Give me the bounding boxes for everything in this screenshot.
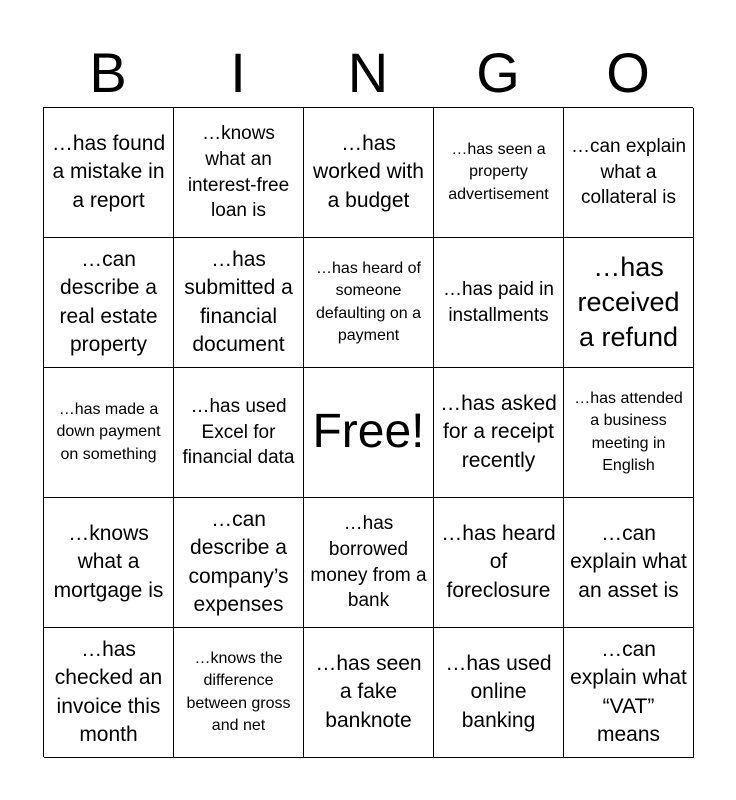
bingo-cell[interactable] (174, 108, 304, 238)
bingo-cell[interactable] (44, 628, 174, 758)
bingo-cell-text: …has used Excel for financial data (182, 396, 295, 469)
bingo-cell[interactable] (174, 238, 304, 368)
bingo-cell[interactable] (434, 238, 564, 368)
bingo-cell[interactable] (304, 108, 434, 238)
bingo-cell-text: …has received a refund (577, 251, 680, 353)
bingo-cell-text: …can describe a real estate property (59, 247, 158, 356)
bingo-cell-text: …has asked for a receipt recently (440, 391, 557, 472)
bingo-cell-text: …knows the difference between gross and net (186, 649, 291, 734)
bingo-cell-text: …can describe a company’s expenses (188, 507, 289, 616)
bingo-cell[interactable] (434, 108, 564, 238)
bingo-cell[interactable] (564, 628, 694, 758)
bingo-cell[interactable] (564, 238, 694, 368)
bingo-cell-text: …has heard of someone defaulting on a payment (316, 259, 421, 344)
bingo-cell-text: …has borrowed money from a bank (310, 513, 427, 612)
bingo-cell[interactable] (44, 368, 174, 498)
bingo-cell-text: …has worked with a budget (313, 131, 424, 212)
bingo-cell[interactable] (434, 498, 564, 628)
bingo-cell-text: …has seen a property advertisement (448, 140, 549, 203)
bingo-cell[interactable] (564, 368, 694, 498)
bingo-header (43, 38, 693, 108)
bingo-cell[interactable] (44, 108, 174, 238)
bingo-cell-text: …has made a down payment on something (56, 400, 161, 463)
bingo-cell-text: …can explain what “VAT” means (570, 637, 687, 746)
header-letter-b: B (89, 41, 127, 104)
bingo-cell-text: …has seen a fake banknote (315, 651, 422, 732)
bingo-cell[interactable] (174, 368, 304, 498)
bingo-cell[interactable] (174, 498, 304, 628)
bingo-cell[interactable] (564, 498, 694, 628)
bingo-cell[interactable] (564, 108, 694, 238)
free-space-cell[interactable] (304, 368, 434, 498)
bingo-cell-text: …has attended a business meeting in English (574, 389, 683, 474)
free-space-label: Free! (312, 405, 425, 459)
bingo-board (43, 107, 693, 757)
bingo-cell[interactable] (434, 368, 564, 498)
bingo-cell-text: …has used online banking (445, 651, 552, 732)
bingo-cell-text: …has heard of foreclosure (441, 521, 556, 602)
header-letter-g: G (476, 41, 520, 104)
header-letter-o: O (606, 41, 650, 104)
bingo-cell[interactable] (434, 628, 564, 758)
bingo-cell-text: …knows what an interest-free loan is (187, 123, 290, 222)
bingo-cell-text: …can explain what a collateral is (570, 136, 687, 209)
bingo-cell-text: …has found a mistake in a report (51, 131, 166, 212)
bingo-cell[interactable] (174, 628, 304, 758)
bingo-cell[interactable] (44, 238, 174, 368)
bingo-cell[interactable] (304, 498, 434, 628)
bingo-cell-text: …has paid in installments (443, 278, 554, 326)
bingo-cell[interactable] (304, 628, 434, 758)
bingo-cell-text: …has submitted a financial document (184, 247, 293, 356)
bingo-cell[interactable] (44, 498, 174, 628)
bingo-cell[interactable] (304, 238, 434, 368)
header-letter-n: N (347, 41, 389, 104)
bingo-cell-text: …can explain what an asset is (570, 521, 687, 602)
bingo-cell-text: …knows what a mortgage is (53, 521, 164, 602)
header-letter-i: I (230, 41, 246, 104)
bingo-cell-text: …has checked an invoice this month (54, 637, 163, 746)
